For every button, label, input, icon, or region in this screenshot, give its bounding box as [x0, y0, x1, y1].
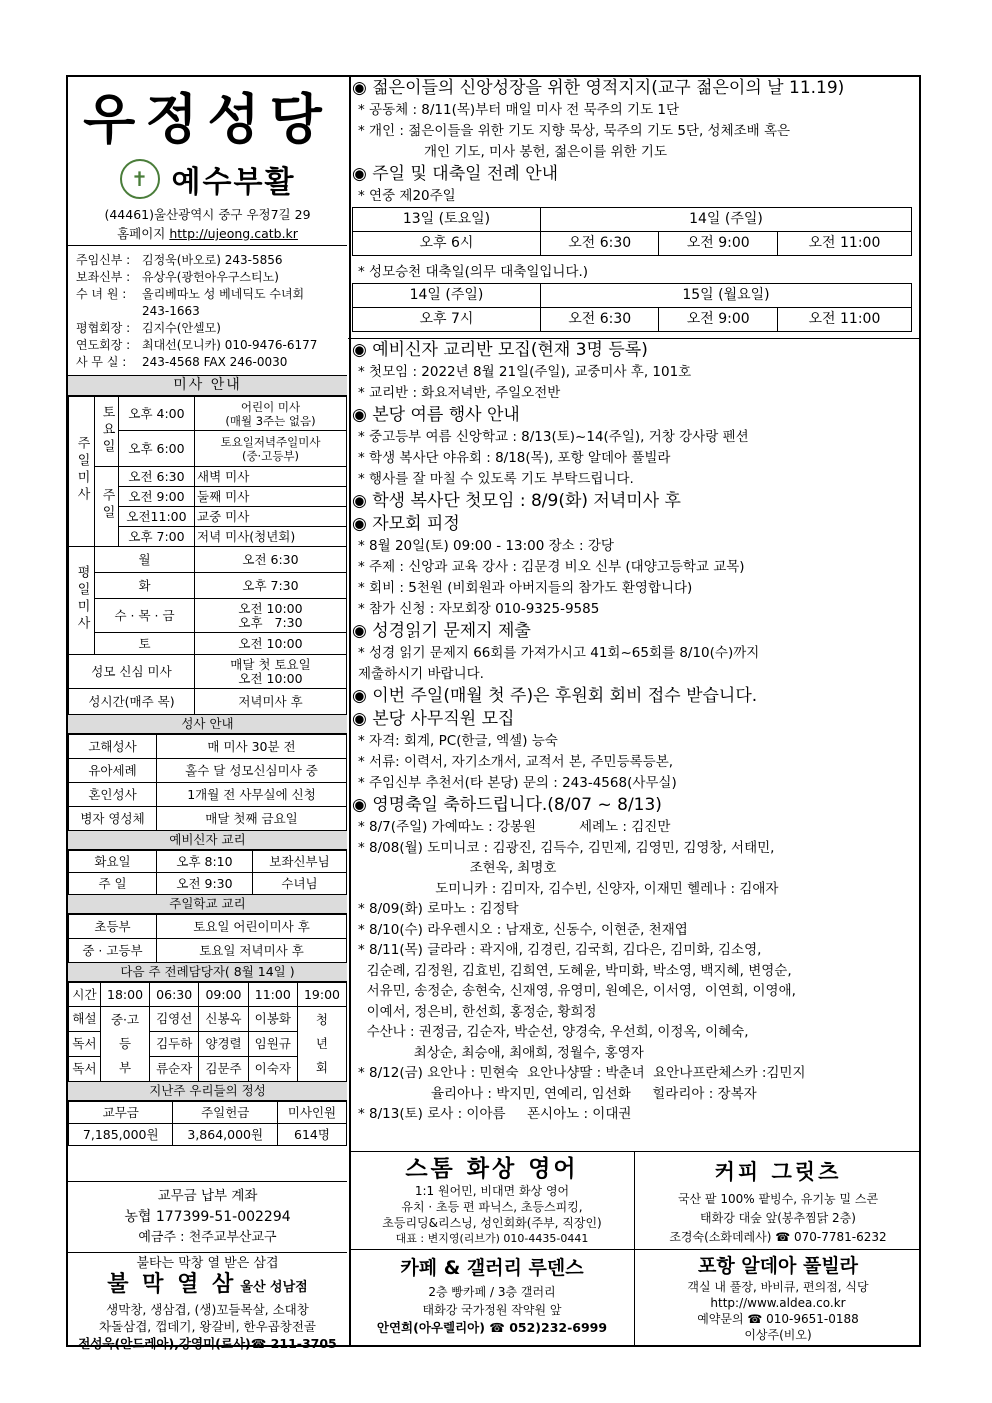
homepage-label: 홈페이지	[117, 226, 166, 241]
ad-title: 카페 & 갤러리 루덴스	[400, 1257, 584, 1279]
cell: 오후 8:10	[157, 851, 253, 873]
notice-line: * 8/09(화) 로마노 : 김정탁	[358, 901, 519, 917]
notice-line: * 8/11(목) 글라라 : 곽지애, 김경린, 김국희, 김다은, 김미화, 김소영,	[358, 942, 762, 958]
weekday-day: 토	[95, 633, 195, 655]
notice-line: * 개인 : 젊은이들을 위한 기도 지향 묵상, 묵주의 기도 5단, 성체조배 혹은	[358, 123, 791, 139]
cell: 수녀님	[253, 873, 347, 895]
staff-list	[68, 248, 347, 375]
cell: 토요일 어린이미사 후	[157, 915, 347, 939]
saturday-label: 토요일	[95, 397, 119, 467]
weekday-time: 오전 10:00	[195, 633, 347, 655]
parish-title: 우정성당	[83, 88, 332, 151]
notice-line: * 주임신부 추천서(타 본당) 문의 : 243-4568(사무실)	[358, 775, 677, 791]
ad-contact: 이상주(비오)	[744, 1328, 812, 1342]
divider	[68, 245, 347, 246]
staff-row	[76, 252, 339, 269]
duty-cell: 양경렬	[199, 1032, 248, 1057]
notice-line: * 8월 20일(토) 09:00 - 13:00 장소 : 강당	[358, 538, 614, 554]
offering-table	[68, 1101, 347, 1146]
ad-storm-english	[350, 1151, 635, 1249]
account-bank: 농협 177399-51-002294	[124, 1209, 291, 1225]
notice-heading: ◉ 본당 사무직원 모집	[352, 709, 515, 729]
staff-value: 올리베따노 성 베네딕도 수녀회	[142, 287, 305, 301]
duty-time: 19:00	[297, 983, 346, 1007]
staff-value: 243-1663	[142, 304, 200, 318]
duty-table	[68, 982, 347, 1082]
weekday-day: 월	[95, 547, 195, 573]
spacer	[68, 1146, 347, 1182]
weekday-day: 수 · 목 · 금	[95, 599, 195, 633]
ad-line: 2층 빵카페 / 3층 갤러리	[428, 1285, 556, 1299]
homepage-link[interactable]: http://ujeong.catb.kr	[169, 226, 298, 241]
notice-line: * 중고등부 여름 신앙학교 : 8/13(토)~14(주일), 거창 강사랑 펜션	[358, 429, 749, 445]
mass-time: 오전 6:30	[119, 467, 195, 487]
notice-line: 제출하시기 바랍니다.	[358, 666, 484, 682]
weekday-time: 오후 7:30	[195, 573, 347, 599]
ad-name: 불 막 열 삼	[107, 1272, 237, 1297]
account-holder: 예금주 : 천주교부산교구	[138, 1230, 277, 1245]
staff-value: 최대선(모니카) 010-9476-6177	[142, 338, 318, 352]
cell: 주 일	[69, 873, 157, 895]
ad-branch: 울산 성남점	[240, 1280, 308, 1295]
notice-line: * 참가 신청 : 자모회장 010-9325-9585	[358, 601, 600, 617]
duty-cell: 김영선	[150, 1007, 199, 1032]
notice-line: * 자격: 회계, PC(한글, 엑셀) 능숙	[358, 733, 558, 749]
notice-line: * 교리반 : 화요저녁반, 주일오전반	[358, 385, 561, 401]
duty-cell: 해설	[69, 1007, 101, 1032]
notice-heading: ◉ 본당 여름 행사 안내	[352, 405, 520, 425]
notice-line: * 연중 제20주일	[358, 188, 456, 204]
schedule-day: 14일 (주일)	[353, 284, 541, 308]
duty-cell: 중·고 등 부	[101, 1007, 150, 1082]
sunday-school-table	[68, 914, 347, 963]
offering-col: 교무금	[69, 1102, 173, 1124]
mass-time: 오후 7:00	[119, 527, 195, 547]
ads-row-1	[350, 1151, 921, 1249]
offering-col: 미사인원	[277, 1102, 346, 1124]
extra-mass-time: 저녁미사 후	[195, 689, 347, 715]
ad-contact: 안연희(아우렐리아) ☎ 052)232-6999	[376, 1320, 608, 1335]
mass-time: 오후 6:00	[119, 431, 195, 467]
notice-line: * 8/08(월) 도미니코 : 김광진, 김득수, 김민제, 김영민, 김영창, 서태민,	[358, 839, 775, 856]
ad-line: 초등리딩&리스닝, 성인회화(주부, 직장인)	[382, 1216, 602, 1230]
cell: 오전 9:30	[157, 873, 253, 895]
parish-logo-icon: ✝	[120, 159, 160, 199]
duty-cell: 류순자	[150, 1057, 199, 1082]
staff-row	[76, 354, 339, 371]
notice-line: * 회비 : 5천원 (비회원과 아버지들의 참가도 환영합니다)	[358, 580, 693, 596]
notice-line: * 첫모임 : 2022년 8월 21일(주일), 교중미사 후, 101호	[358, 364, 692, 380]
ad-title: 포항 알데아 풀빌라	[697, 1255, 859, 1277]
offering-val: 3,864,000원	[173, 1124, 277, 1146]
offering-heading: 지난주 우리들의 정성	[68, 1082, 347, 1101]
extra-mass-time: 매달 첫 토요일 오전 10:00	[195, 655, 347, 689]
staff-label: 사 무 실 :	[76, 355, 127, 369]
cell: 병자 영성체	[69, 807, 157, 831]
staff-label: 보좌신부 :	[76, 270, 131, 284]
notice-line: * 행사를 잘 마칠 수 있도록 기도 부탁드립니다.	[358, 471, 634, 487]
notice-line: * 8/13(토) 로사 : 이아름 폰시아노 : 이대권	[358, 1106, 632, 1122]
mass-name: 토요일저녁주일미사 (중·고등부)	[195, 431, 347, 467]
notice-line: 도미니카 : 김미자, 김수빈, 신양자, 이재민 헬레나 : 김애자	[358, 880, 779, 897]
logo-row	[68, 155, 347, 203]
notice-line: 이예서, 정은비, 한선희, 홍정순, 황희정	[358, 1003, 597, 1020]
notice-heading: ◉ 성경읽기 문제지 제출	[352, 621, 531, 641]
schedule-time: 오후 6시	[353, 232, 541, 256]
cell: 토요일 저녁미사 후	[157, 939, 347, 963]
parish-subtitle: 예수부활	[171, 165, 296, 200]
ad-line: 태화강 국가정원 작약원 앞	[422, 1303, 562, 1317]
cell: 초등부	[69, 915, 157, 939]
cell: 혼인성사	[69, 783, 157, 807]
sacraments-table	[68, 734, 347, 831]
schedule-time: 오전 6:30	[541, 232, 659, 256]
staff-row	[76, 337, 339, 354]
ad-title: 커피 그릿츠	[714, 1160, 842, 1184]
duty-cell: 이봉화	[248, 1007, 297, 1032]
notice-line: * 학생 복사단 야유회 : 8/18(목), 포항 알데아 풀빌라	[358, 450, 671, 466]
staff-label: 평협회장 :	[76, 321, 131, 335]
offering-val: 614명	[277, 1124, 346, 1146]
ad-line: 차돌삼겹, 껍데기, 왕갈비, 한우곱창전골	[98, 1319, 317, 1334]
ad-line: 예약문의 ☎ 010-9651-0188	[697, 1312, 859, 1326]
staff-row	[76, 286, 339, 303]
duty-cell: 김두하	[150, 1032, 199, 1057]
ad-line: 태화강 대숲 앞(봉추찜닭 2층)	[700, 1211, 856, 1225]
staff-value: 243-4568 FAX 246-0030	[142, 355, 288, 369]
schedule-time: 오전 6:30	[541, 308, 659, 332]
duty-time: 18:00	[101, 983, 150, 1007]
duty-time: 11:00	[248, 983, 297, 1007]
notice-line: 김순례, 김정원, 김효빈, 김희연, 도혜윤, 박미화, 박소영, 백지혜, 변영순,	[358, 962, 792, 979]
account-title: 교무금 납부 계좌	[157, 1188, 258, 1204]
staff-label: 수 녀 원 :	[76, 287, 127, 301]
cell: 보좌신부님	[253, 851, 347, 873]
ad-tagline: 불타는 막창 열 받은 삼겹	[136, 1256, 279, 1271]
staff-label: 주임신부 :	[76, 253, 131, 267]
cell: 1개월 전 사무실에 신청	[157, 783, 347, 807]
staff-row	[76, 269, 339, 286]
schedule-time: 오전 9:00	[659, 308, 777, 332]
notice-heading: ◉ 주일 및 대축일 전례 안내	[352, 164, 559, 184]
duty-time: 09:00	[199, 983, 248, 1007]
cell: 중 · 고등부	[69, 939, 157, 963]
notice-line: * 8/7(주일) 가예따노 : 강봉원 세례노 : 김진만	[358, 819, 671, 835]
weekday-time: 오전 10:00 오후 7:30	[195, 599, 347, 633]
mass-name: 둘째 미사	[195, 487, 347, 507]
notice-line: * 공동체 : 8/11(목)부터 매일 미사 전 묵주의 기도 1단	[358, 102, 680, 118]
cell: 고해성사	[69, 735, 157, 759]
notice-line: 최상순, 최승애, 최애희, 정월수, 홍영자	[358, 1044, 644, 1061]
catechumen-table	[68, 850, 347, 895]
liturgy-schedule-table	[352, 283, 912, 332]
duty-cell: 임원규	[248, 1032, 297, 1057]
schedule-time: 오전 11:00	[777, 308, 911, 332]
staff-value: 유상우(광헌아우구스티노)	[142, 270, 279, 284]
notice-heading: ◉ 영명축일 축하드립니다.(8/07 ~ 8/13)	[352, 795, 662, 815]
mass-time: 오전 9:00	[119, 487, 195, 507]
notice-heading: ◉ 젊은이들의 신앙성장을 위한 영적지지(교구 젊은이의 날 11.19)	[352, 78, 845, 98]
ad-aldea-poolvilla	[635, 1249, 921, 1347]
ad-contact: 조경숙(소화데레사) ☎ 070-7781-6232	[669, 1230, 887, 1244]
staff-row	[76, 320, 339, 337]
notice-line: * 성모승천 대축일(의무 대축일입니다.)	[358, 264, 589, 280]
notice-line: 율리아나 : 박지민, 연예리, 임선화 힐라리아 : 장복자	[358, 1085, 757, 1102]
notice-line: * 8/10(수) 라우렌시오 : 남재호, 신동수, 이현준, 천재엽	[358, 921, 688, 938]
homepage-line	[68, 225, 347, 243]
duty-heading: 다음 주 전례담당자( 8월 14일 )	[68, 963, 347, 982]
ads-row-2	[350, 1249, 921, 1347]
duty-time: 06:30	[150, 983, 199, 1007]
ad-line: 1:1 원어민, 비대면 화상 영어	[414, 1184, 570, 1198]
parish-address: (44461)울산광역시 중구 우정7길 29	[104, 207, 311, 222]
duty-cell: 독서	[69, 1057, 101, 1082]
ad-line: 생막창, 생삼겹, (생)꼬들목살, 소대창	[106, 1302, 309, 1317]
notice-heading: ◉ 자모회 피정	[352, 514, 460, 534]
mass-heading: 미사 안내	[68, 375, 347, 396]
ad-link[interactable]: http://www.aldea.co.kr	[710, 1296, 846, 1310]
notice-line: 조현욱, 최명호	[358, 860, 557, 876]
notice-line: 수산나 : 권정금, 김순자, 박순선, 양경숙, 우선희, 이정옥, 이혜숙,	[358, 1024, 749, 1040]
weekday-day: 화	[95, 573, 195, 599]
liturgy-schedule-table	[352, 207, 912, 256]
catechumen-heading: 예비신자 교리	[68, 831, 347, 850]
ad-line: 유치 · 초등 편 파닉스, 초등스피킹,	[401, 1200, 583, 1214]
notice-line: 서유민, 송정순, 송현숙, 신재영, 유영미, 원예은, 이서영, 이연희, 이영애,	[358, 983, 796, 999]
cell: 매달 첫째 금요일	[157, 807, 347, 831]
mass-time: 오후 4:00	[119, 397, 195, 431]
sunday-school-heading: 주일학교 교리	[68, 895, 347, 914]
weekday-time: 오전 6:30	[195, 547, 347, 573]
right-column	[350, 77, 919, 1125]
duty-cell: 독서	[69, 1032, 101, 1057]
mass-table	[68, 396, 347, 715]
ad-bulmak	[68, 1252, 347, 1354]
cell: 매 미사 30분 전	[157, 735, 347, 759]
account-box	[68, 1182, 347, 1252]
duty-cell: 이숙자	[248, 1057, 297, 1082]
staff-label: 연도회장 :	[76, 338, 131, 352]
duty-cell: 신봉옥	[199, 1007, 248, 1032]
duty-time: 시간	[69, 983, 101, 1007]
notice-line: 개인 기도, 미사 봉헌, 젊은이를 위한 기도	[424, 144, 667, 160]
extra-mass-name: 성시간(매주 목)	[69, 689, 195, 715]
schedule-time: 오전 9:00	[659, 232, 777, 256]
ad-line: 객실 내 풀장, 바비큐, 편의점, 식당	[687, 1280, 869, 1294]
ad-contact: 대표 : 변지영(리브가) 010-4435-0441	[395, 1232, 589, 1245]
schedule-day: 13일 (토요일)	[353, 208, 541, 232]
schedule-time: 오전 11:00	[777, 232, 911, 256]
ad-coffee-grits	[635, 1151, 921, 1249]
sunday-label: 주일	[95, 467, 119, 547]
staff-value: 김지수(안셀모)	[142, 321, 221, 335]
schedule-day: 15일 (월요일)	[541, 284, 912, 308]
ad-contact: 전성욱(안드레아),강영미(로사)☎ 211-3705	[78, 1336, 337, 1351]
notice-line: * 8/12(금) 요안나 : 민현숙 요안나샹딸 : 박춘녀 요안나프란체스카 :김민지	[358, 1065, 806, 1081]
mass-name: 교중 미사	[195, 507, 347, 527]
duty-cell: 김문주	[199, 1057, 248, 1082]
staff-value: 김정욱(바오로) 243-5856	[142, 253, 283, 267]
cell: 화요일	[69, 851, 157, 873]
schedule-time: 오후 7시	[353, 308, 541, 332]
sunday-mass-label: 주일미사	[69, 397, 95, 547]
notice-line: * 서류: 이력서, 자기소개서, 교적서 본, 주민등록등본,	[358, 754, 674, 770]
offering-val: 7,185,000원	[69, 1124, 173, 1146]
left-column	[68, 77, 347, 1354]
mass-name: 저녁 미사(청년회)	[195, 527, 347, 547]
ad-ludens	[350, 1249, 635, 1347]
notice-line: * 성경 읽기 문제지 66회를 가져가시고 41회~65회를 8/10(수)까지	[358, 645, 760, 661]
ad-line: 국산 팥 100% 팥빙수, 유기농 밀 스콘	[677, 1192, 879, 1206]
notice-heading: ◉ 이번 주일(매월 첫 주)은 후원회 회비 접수 받습니다.	[352, 686, 758, 706]
staff-row	[76, 303, 339, 320]
cell: 홀수 달 성모신심미사 중	[157, 759, 347, 783]
mass-name: 새벽 미사	[195, 467, 347, 487]
notice-heading: ◉ 예비신자 교리반 모집(현재 3명 등록)	[352, 340, 648, 360]
offering-col: 주일헌금	[173, 1102, 277, 1124]
duty-cell: 청 년 회	[297, 1007, 346, 1082]
ad-title: 스톰 화상 영어	[405, 1156, 579, 1182]
mass-time: 오전11:00	[119, 507, 195, 527]
mass-name: 어린이 미사 (매월 3주는 없음)	[195, 397, 347, 431]
weekday-mass-label: 평일미사	[69, 547, 95, 655]
schedule-day: 14일 (주일)	[541, 208, 912, 232]
notice-line: * 주제 : 신앙과 교육 강사 : 김문경 비오 신부 (대양고등학교 교목)	[358, 559, 745, 575]
extra-mass-name: 성모 신심 미사	[69, 655, 195, 689]
cell: 유아세례	[69, 759, 157, 783]
notice-heading: ◉ 학생 복사단 첫모임 : 8/9(화) 저녁미사 후	[352, 491, 681, 511]
sacraments-heading: 성사 안내	[68, 715, 347, 734]
